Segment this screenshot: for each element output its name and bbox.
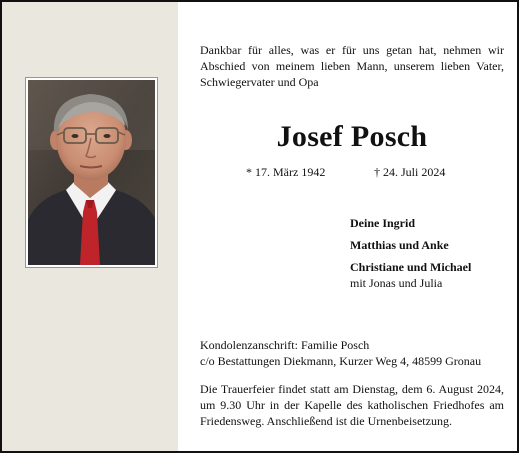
mourner-name: Matthias und Anke [350, 238, 449, 252]
deceased-name: Josef Posch [276, 120, 428, 153]
portrait-image [28, 80, 155, 265]
address-line: c/o Bestattungen Diekmann, Kurzer Weg 4, 48599 Gronau [200, 354, 482, 368]
mourners-list [350, 215, 471, 291]
birth-date: * 17. März 1942 [246, 165, 326, 179]
address-line: Kondolenzanschrift: Familie Posch [200, 338, 370, 352]
intro-text: Dankbar für alles, was er für uns getan hat, nehmen wir Abschied von meinem lieben Mann, unserem lieben Vater, Schwiegervater und Opa [200, 43, 504, 89]
portrait-photo [25, 77, 158, 268]
left-panel [2, 2, 178, 451]
death-date: † 24. Juli 2024 [374, 165, 446, 179]
mourner-grandchildren: mit Jonas und Julia [350, 276, 443, 290]
funeral-details: Die Trauerfeier findet statt am Dienstag, dem 6. August 2024, um 9.30 Uhr in der Kapelle des katholischen Friedhofes am Friedensweg. Anschließend ist die Urnenbeisetzung. [200, 382, 504, 428]
condolence-address [200, 337, 510, 369]
mourner-name: Christiane und Michael [350, 260, 472, 274]
mourner-name: Deine Ingrid [350, 216, 416, 230]
